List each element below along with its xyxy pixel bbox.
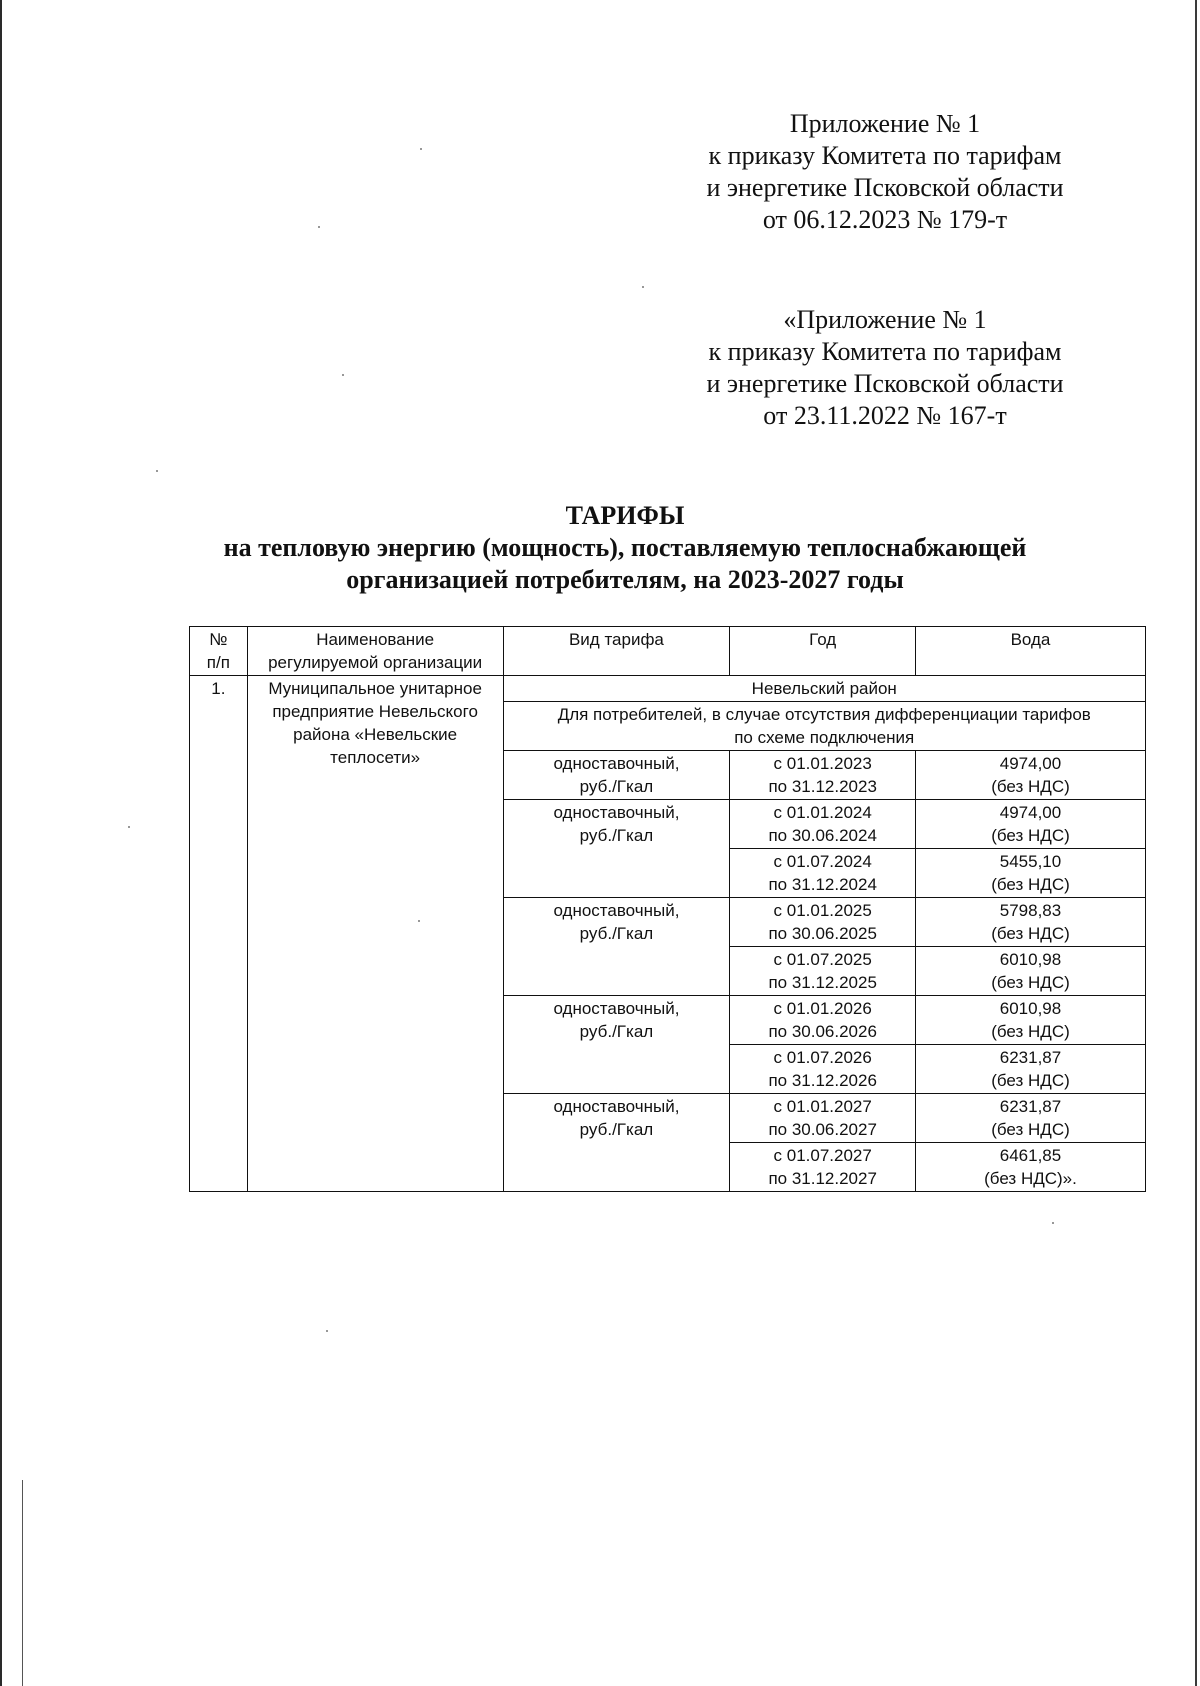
water-value: 6231,87: [999, 1048, 1062, 1067]
water-value: 6010,98: [999, 999, 1062, 1018]
title-line: организацией потребителям, на 2023-2027 годы: [346, 565, 904, 594]
period-cell: [730, 1143, 916, 1192]
header-org: [247, 627, 503, 676]
approval-line: к приказу Комитета по тарифам: [708, 141, 1062, 170]
consumers-cell: [503, 702, 1146, 751]
tariff-type-cell: [503, 800, 730, 898]
scan-left-edge: [0, 0, 2, 1686]
water-cell: [916, 800, 1146, 849]
org-line: района «Невельские: [293, 725, 458, 744]
water-note: (без НДС): [991, 1071, 1070, 1090]
period-cell: [730, 1094, 916, 1143]
period-to: по 30.06.2027: [768, 1120, 877, 1139]
consumers-line: Для потребителей, в случае отсутствия дифференциации тарифов: [557, 705, 1091, 724]
tariff-type-line: руб./Гкал: [579, 924, 654, 943]
period-cell: [730, 996, 916, 1045]
title-line: на тепловую энергию (мощность), поставляемую теплоснабжающей: [223, 533, 1027, 562]
water-note: (без НДС): [991, 924, 1070, 943]
approval-line: и энергетике Псковской области: [706, 173, 1064, 202]
table-header-row: [190, 627, 1146, 676]
approval-line: от 06.12.2023 № 179-т: [762, 205, 1008, 234]
water-note: (без НДС): [991, 875, 1070, 894]
period-from: с 01.01.2023: [773, 754, 872, 773]
period-from: с 01.01.2025: [773, 901, 872, 920]
water-cell: [916, 849, 1146, 898]
tariff-type-line: одноставочный,: [553, 999, 680, 1018]
water-value: 5455,10: [999, 852, 1062, 871]
tariff-type-line: руб./Гкал: [579, 1022, 654, 1041]
period-from: с 01.07.2024: [773, 852, 872, 871]
period-to: по 31.12.2027: [768, 1169, 877, 1188]
tariff-type-cell: [503, 1094, 730, 1192]
table-row: [190, 676, 1146, 702]
period-to: по 31.12.2024: [768, 875, 877, 894]
row-org: [247, 676, 503, 1192]
header-water: Вода: [916, 627, 1146, 676]
period-from: с 01.07.2027: [773, 1146, 872, 1165]
period-cell: [730, 1045, 916, 1094]
water-value: 5798,83: [999, 901, 1062, 920]
tariff-type-cell: [503, 996, 730, 1094]
scan-right-edge: [1195, 0, 1197, 1686]
period-cell: [730, 751, 916, 800]
approval-line: от 23.11.2022 № 167-т: [763, 401, 1007, 430]
water-cell: [916, 751, 1146, 800]
water-cell: [916, 898, 1146, 947]
approval-stamp-previous: [680, 304, 1090, 432]
tariff-type-cell: [503, 898, 730, 996]
org-line: предприятие Невельского: [272, 702, 478, 721]
water-cell: [916, 1094, 1146, 1143]
tariff-type-line: одноставочный,: [553, 901, 680, 920]
scan-left-edge-inner: [22, 1480, 23, 1686]
tariff-type-line: одноставочный,: [553, 754, 680, 773]
approval-line: к приказу Комитета по тарифам: [708, 337, 1062, 366]
scan-speck: [342, 374, 344, 376]
tariff-type-line: руб./Гкал: [579, 1120, 654, 1139]
header-org-line: Наименование: [316, 630, 435, 649]
scan-speck: [128, 826, 130, 828]
water-value: 4974,00: [999, 803, 1062, 822]
water-cell: [916, 947, 1146, 996]
water-value: 6010,98: [999, 950, 1062, 969]
period-from: с 01.07.2025: [773, 950, 872, 969]
district-cell: Невельский район: [503, 676, 1146, 702]
period-cell: [730, 947, 916, 996]
approval-line: «Приложение № 1: [783, 305, 987, 334]
water-note: (без НДС): [991, 777, 1070, 796]
row-num: 1.: [190, 676, 248, 1192]
period-to: по 31.12.2023: [768, 777, 877, 796]
water-cell: [916, 1143, 1146, 1192]
water-note: (без НДС): [991, 1022, 1070, 1041]
scan-speck: [326, 1330, 328, 1332]
consumers-line: по схеме подключения: [734, 728, 915, 747]
header-num: [190, 627, 248, 676]
period-to: по 30.06.2026: [768, 1022, 877, 1041]
tariffs-table: [189, 626, 1146, 1192]
org-line: Муниципальное унитарное: [268, 679, 482, 698]
water-note: (без НДС): [991, 973, 1070, 992]
scan-speck: [420, 148, 422, 150]
scan-speck: [318, 226, 320, 228]
period-from: с 01.01.2027: [773, 1097, 872, 1116]
document-title: [150, 500, 1100, 596]
approval-line: и энергетике Псковской области: [706, 369, 1064, 398]
header-year: Год: [730, 627, 916, 676]
tariff-type-line: руб./Гкал: [579, 777, 654, 796]
scan-speck: [1052, 1222, 1054, 1224]
period-to: по 30.06.2025: [768, 924, 877, 943]
water-value: 6231,87: [999, 1097, 1062, 1116]
period-from: с 01.01.2024: [773, 803, 872, 822]
header-org-line: регулируемой организации: [268, 653, 483, 672]
water-note: (без НДС): [991, 1120, 1070, 1139]
tariff-type-cell: [503, 751, 730, 800]
header-num-line: №: [209, 630, 228, 649]
approval-line: Приложение № 1: [789, 109, 981, 138]
period-to: по 30.06.2024: [768, 826, 877, 845]
period-from: с 01.01.2026: [773, 999, 872, 1018]
header-type: Вид тарифа: [503, 627, 730, 676]
tariff-type-line: одноставочный,: [553, 803, 680, 822]
water-cell: [916, 1045, 1146, 1094]
water-note: (без НДС): [991, 826, 1070, 845]
scan-speck: [156, 470, 158, 472]
water-cell: [916, 996, 1146, 1045]
title-heading: ТАРИФЫ: [565, 501, 685, 530]
tariff-type-line: руб./Гкал: [579, 826, 654, 845]
period-to: по 31.12.2025: [768, 973, 877, 992]
water-value: 6461,85: [999, 1146, 1062, 1165]
tariff-type-line: одноставочный,: [553, 1097, 680, 1116]
period-cell: [730, 849, 916, 898]
water-note: (без НДС)».: [984, 1169, 1077, 1188]
approval-stamp-current: [680, 108, 1090, 236]
header-num-line: п/п: [206, 653, 230, 672]
period-to: по 31.12.2026: [768, 1071, 877, 1090]
scan-speck: [642, 286, 644, 288]
period-from: с 01.07.2026: [773, 1048, 872, 1067]
period-cell: [730, 800, 916, 849]
period-cell: [730, 898, 916, 947]
org-line: теплосети»: [330, 748, 421, 767]
water-value: 4974,00: [999, 754, 1062, 773]
